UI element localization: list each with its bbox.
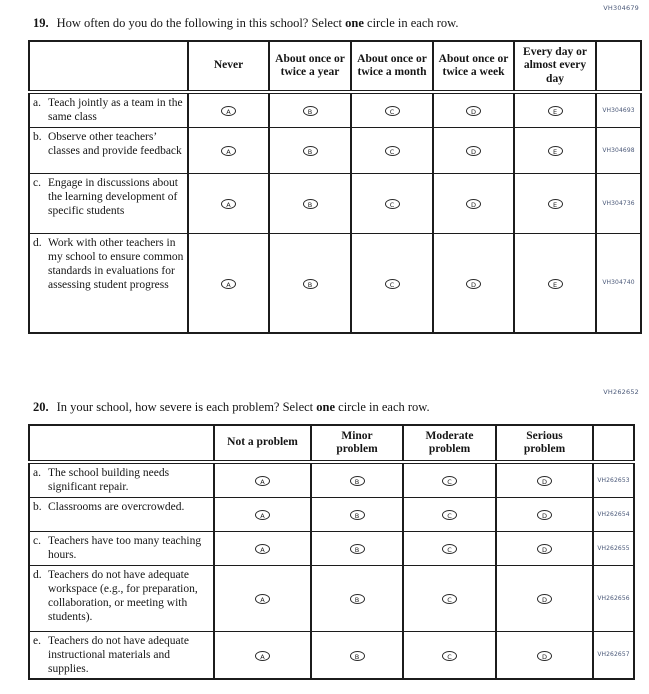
- row-label: [29, 462, 214, 497]
- option-cell: [514, 173, 596, 233]
- question-19: [0, 4, 649, 334]
- column-header-label: Every day or almost every day: [523, 46, 587, 85]
- option-cell: [403, 531, 496, 565]
- row-label: [29, 531, 214, 565]
- answer-bubble-b-D[interactable]: D: [466, 146, 481, 156]
- answer-bubble-c-D[interactable]: D: [537, 544, 552, 554]
- row-label-text: Observe other teachers’ classes and provide feedback: [48, 130, 182, 157]
- row-letter: d.: [33, 236, 42, 249]
- table-row: [29, 497, 634, 531]
- option-cell: [496, 531, 593, 565]
- table-row: [29, 173, 641, 233]
- column-header: [188, 41, 269, 92]
- option-cell: [214, 462, 311, 497]
- row-id-code: VH262655: [593, 531, 634, 565]
- column-header-label: Not a problem: [227, 436, 298, 449]
- answer-bubble-d-B[interactable]: B: [350, 594, 365, 604]
- column-header: [351, 41, 433, 92]
- option-cell: [269, 92, 351, 127]
- table-row: [29, 462, 634, 497]
- answer-bubble-c-D[interactable]: D: [466, 199, 481, 209]
- row-letter: a.: [33, 97, 41, 109]
- answer-bubble-a-E[interactable]: E: [548, 106, 563, 116]
- column-header-label: Moderate problem: [425, 429, 474, 455]
- answer-bubble-a-A[interactable]: A: [255, 476, 270, 486]
- row-letter: d.: [33, 568, 42, 581]
- row-label-text: Classrooms are overcrowded.: [48, 500, 185, 513]
- option-cell: [496, 565, 593, 631]
- answer-bubble-d-C[interactable]: C: [442, 594, 457, 604]
- table-row: [29, 631, 634, 679]
- answer-bubble-a-B[interactable]: B: [350, 476, 365, 486]
- row-letter: c.: [33, 534, 41, 547]
- option-cell: [188, 92, 269, 127]
- row-label: [29, 497, 214, 531]
- row-label-text: Teachers have too many teaching hours.: [48, 534, 202, 561]
- option-cell: [269, 173, 351, 233]
- question-20-prompt: [33, 400, 649, 415]
- option-cell: [188, 173, 269, 233]
- answer-bubble-b-C[interactable]: C: [385, 146, 400, 156]
- option-cell: [403, 631, 496, 679]
- row-letter: a.: [33, 467, 41, 479]
- answer-bubble-b-A[interactable]: A: [221, 146, 236, 156]
- option-cell: [214, 497, 311, 531]
- row-label-text: Engage in discussions about the learning development of specific students: [48, 176, 178, 217]
- question-20-prompt-text: In your school, how severe is each problem? Select one circle in each row.: [56, 400, 430, 414]
- answer-bubble-c-C[interactable]: C: [442, 544, 457, 554]
- row-label: [29, 565, 214, 631]
- option-cell: [351, 233, 433, 333]
- question-19-prompt-text: How often do you do the following in this school? Select one circle in each row.: [56, 16, 459, 30]
- answer-bubble-a-B[interactable]: B: [303, 106, 318, 116]
- answer-bubble-d-E[interactable]: E: [548, 279, 563, 289]
- question-20-number: 20.: [33, 400, 49, 414]
- column-header-label: Serious problem: [523, 429, 566, 455]
- table-row: [29, 531, 634, 565]
- row-letter: c.: [33, 176, 41, 189]
- header-row: [29, 425, 634, 462]
- column-header: [514, 41, 596, 92]
- answer-bubble-a-A[interactable]: A: [221, 106, 236, 116]
- question-19-id-code: VH304679: [603, 4, 639, 12]
- option-cell: [311, 631, 403, 679]
- row-letter: b.: [33, 130, 42, 143]
- row-label: [29, 173, 188, 233]
- answer-bubble-e-D[interactable]: D: [537, 651, 552, 661]
- answer-bubble-e-C[interactable]: C: [442, 651, 457, 661]
- table-row: [29, 233, 641, 333]
- question-20-severity-table: [28, 424, 635, 680]
- row-id-code: VH304740: [596, 233, 641, 333]
- code-column-header: [593, 425, 634, 462]
- option-cell: [403, 497, 496, 531]
- option-cell: [188, 233, 269, 333]
- answer-bubble-a-D[interactable]: D: [537, 476, 552, 486]
- question-19-frequency-table: [28, 40, 642, 334]
- answer-bubble-a-C[interactable]: C: [442, 476, 457, 486]
- option-cell: [496, 497, 593, 531]
- column-header: [214, 425, 311, 462]
- option-cell: [514, 233, 596, 333]
- option-cell: [311, 462, 403, 497]
- row-label: [29, 127, 188, 173]
- answer-bubble-e-A[interactable]: A: [255, 651, 270, 661]
- row-id-code: VH304736: [596, 173, 641, 233]
- option-cell: [351, 127, 433, 173]
- option-cell: [269, 127, 351, 173]
- answer-bubble-d-D[interactable]: D: [466, 279, 481, 289]
- option-cell: [496, 462, 593, 497]
- column-header-label: About once or twice a year: [275, 52, 345, 78]
- answer-bubble-c-E[interactable]: E: [548, 199, 563, 209]
- code-column-header: [596, 41, 641, 92]
- option-cell: [188, 127, 269, 173]
- answer-bubble-a-C[interactable]: C: [385, 106, 400, 116]
- question-19-number: 19.: [33, 16, 49, 30]
- answer-bubble-c-A[interactable]: A: [221, 199, 236, 209]
- answer-bubble-d-A[interactable]: A: [221, 279, 236, 289]
- column-header: [496, 425, 593, 462]
- table-row: [29, 127, 641, 173]
- answer-bubble-c-B[interactable]: B: [303, 199, 318, 209]
- column-header-label: About once or twice a month: [357, 52, 427, 78]
- option-cell: [214, 531, 311, 565]
- option-cell: [311, 531, 403, 565]
- row-label-text: Work with other teachers in my school to ensure common standards in evaluations for assessing student progress: [48, 236, 184, 292]
- table-row: [29, 92, 641, 127]
- question-19-prompt: [33, 16, 649, 31]
- option-cell: [403, 462, 496, 497]
- option-cell: [514, 127, 596, 173]
- answer-bubble-d-C[interactable]: C: [385, 279, 400, 289]
- answer-bubble-b-B[interactable]: B: [350, 510, 365, 520]
- option-cell: [433, 233, 514, 333]
- column-header: [269, 41, 351, 92]
- header-row: [29, 41, 641, 92]
- option-cell: [214, 565, 311, 631]
- answer-bubble-c-C[interactable]: C: [385, 199, 400, 209]
- option-cell: [433, 92, 514, 127]
- answer-bubble-d-D[interactable]: D: [537, 594, 552, 604]
- answer-bubble-c-A[interactable]: A: [255, 544, 270, 554]
- row-id-code: VH262654: [593, 497, 634, 531]
- row-label-text: Teach jointly as a team in the same class: [48, 97, 183, 124]
- option-cell: [496, 631, 593, 679]
- answer-bubble-e-B[interactable]: B: [350, 651, 365, 661]
- row-label: [29, 631, 214, 679]
- row-label-text: Teachers do not have adequate workspace (e.g., for preparation, collaboration, or meeting with students).: [48, 568, 198, 624]
- row-id-code: VH262657: [593, 631, 634, 679]
- column-header-label: Never: [213, 59, 244, 72]
- option-cell: [351, 173, 433, 233]
- column-header: [311, 425, 403, 462]
- column-header-label: About once or twice a week: [438, 52, 509, 78]
- row-id-code: VH262656: [593, 565, 634, 631]
- option-cell: [311, 565, 403, 631]
- column-header: [433, 41, 514, 92]
- column-header: [403, 425, 496, 462]
- column-header-label: Minor problem: [336, 429, 378, 455]
- answer-bubble-b-E[interactable]: E: [548, 146, 563, 156]
- option-cell: [433, 173, 514, 233]
- answer-bubble-a-D[interactable]: D: [466, 106, 481, 116]
- answer-bubble-d-A[interactable]: A: [255, 594, 270, 604]
- row-label-column-header: [29, 41, 188, 92]
- row-label-column-header: [29, 425, 214, 462]
- row-letter: b.: [33, 500, 42, 513]
- answer-bubble-b-B[interactable]: B: [303, 146, 318, 156]
- answer-bubble-d-B[interactable]: B: [303, 279, 318, 289]
- row-id-code: VH304698: [596, 127, 641, 173]
- option-cell: [269, 233, 351, 333]
- option-cell: [403, 565, 496, 631]
- option-cell: [351, 92, 433, 127]
- row-label-text: The school building needs significant repair.: [48, 467, 170, 494]
- answer-bubble-b-D[interactable]: D: [537, 510, 552, 520]
- row-label: [29, 233, 188, 333]
- row-id-code: VH262653: [593, 462, 634, 497]
- table-row: [29, 565, 634, 631]
- answer-bubble-c-B[interactable]: B: [350, 544, 365, 554]
- row-id-code: VH304693: [596, 92, 641, 127]
- question-20: [0, 388, 649, 680]
- option-cell: [311, 497, 403, 531]
- option-cell: [433, 127, 514, 173]
- row-label-text: Teachers do not have adequate instructional materials and supplies.: [48, 634, 189, 675]
- option-cell: [214, 631, 311, 679]
- answer-bubble-b-A[interactable]: A: [255, 510, 270, 520]
- row-letter: e.: [33, 634, 41, 647]
- answer-bubble-b-C[interactable]: C: [442, 510, 457, 520]
- row-label: [29, 92, 188, 127]
- question-20-id-code: VH262652: [603, 388, 639, 396]
- option-cell: [514, 92, 596, 127]
